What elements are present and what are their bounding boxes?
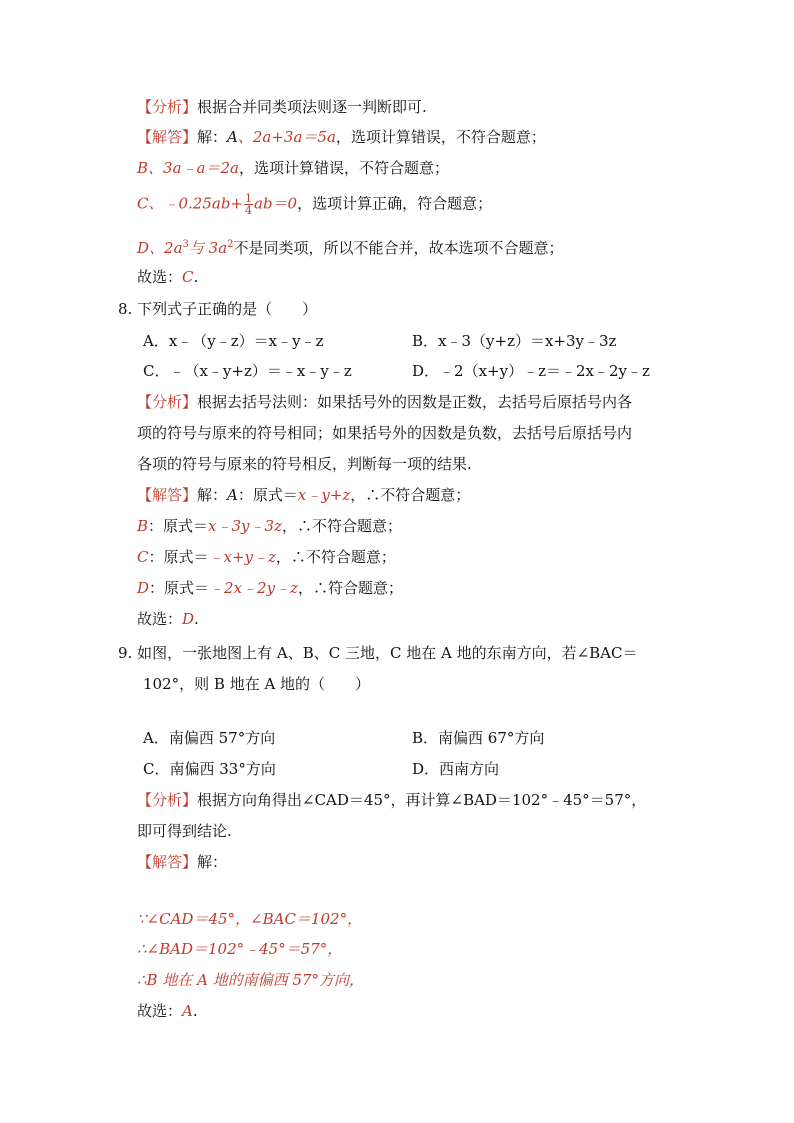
- choose-end: .: [193, 268, 199, 286]
- sol-post: ，∴不符合题意；: [281, 517, 402, 535]
- q8-analysis-3: 各项的符号与原来的符号相反，判断每一项的结果.: [137, 455, 472, 473]
- q8-choose: [137, 609, 199, 629]
- sol-pre: ：原式＝: [237, 486, 298, 504]
- q8-option-a: A．x﹣（y﹣z）＝x﹣y﹣z: [143, 332, 324, 350]
- analysis-label: 【分析】: [137, 98, 198, 116]
- exponent: 2: [227, 239, 234, 250]
- question-number: 9.: [118, 644, 133, 662]
- analysis-label: 【分析】: [137, 393, 198, 411]
- sol-post: ，∴不符合题意；: [350, 486, 471, 504]
- choose-label: 故选：: [137, 610, 183, 628]
- q8-option-d: D．﹣2（x+y）﹣z＝﹣2x﹣2y﹣z: [412, 362, 650, 380]
- answer-prefix: 解：: [197, 853, 228, 871]
- note: 不是同类项，所以不能合并，故本选项不合题意；: [233, 239, 564, 257]
- answer-prefix: 解：: [197, 128, 228, 146]
- q9-option-d: D．西南方向: [412, 760, 500, 778]
- q8-answer-d: [137, 578, 403, 598]
- q8-answer-c: [137, 547, 396, 567]
- choose-end: .: [192, 1002, 198, 1020]
- q8-answer-a: [137, 485, 470, 505]
- q9-option-a: A．南偏西 57°方向: [143, 729, 276, 747]
- q8-answer-b: [137, 516, 402, 536]
- option-letter: A: [227, 128, 238, 146]
- math-expr: x﹣3y﹣3z: [208, 517, 282, 535]
- fraction-numerator: 1: [245, 192, 252, 205]
- sol-pre: ：原式＝: [148, 517, 209, 535]
- q9-step-2: ∴∠BAD＝102°﹣45°＝57°，: [137, 940, 343, 958]
- q7-answer-b: [137, 158, 449, 178]
- question-stem: 如图，一张地图上有 A、B、C 三地，C 地在 A 地的东南方向，若∠BAC＝: [137, 644, 638, 662]
- analysis-text: 根据方向角得出∠CAD＝45°，再计算∠BAD＝102°﹣45°＝57°，: [197, 791, 647, 809]
- question-stem: 下列式子正确的是（ ）: [137, 300, 318, 318]
- sol-pre: ：原式＝: [148, 548, 209, 566]
- q7-answer-c: [137, 193, 492, 216]
- q9-option-c: C．南偏西 33°方向: [143, 760, 276, 778]
- choose-value: D: [182, 610, 195, 628]
- option-letter: B: [137, 517, 149, 535]
- note: ，选项计算错误，不符合题意；: [238, 159, 449, 177]
- answer-prefix: 解：: [197, 486, 228, 504]
- choose-value: A: [182, 1002, 193, 1020]
- fraction: [244, 193, 253, 216]
- note: ，选项计算正确，符合题意；: [297, 194, 493, 213]
- q8-option-c: C．﹣（x﹣y+z）＝﹣x﹣y﹣z: [143, 362, 352, 380]
- math-expr: B、3a﹣a＝2a: [137, 159, 239, 177]
- q9-stem-2: 102°，则 B 地在 A 地的（ ）: [143, 675, 371, 693]
- q9-step-3: ∴B 地在 A 地的南偏西 57°方向，: [137, 971, 365, 989]
- math-expr: ab＝0: [254, 194, 298, 213]
- q9-analysis-1: [137, 790, 646, 810]
- option-letter: A: [227, 486, 238, 504]
- q9-step-1: ∵∠CAD＝45°，∠BAC＝102°，: [137, 910, 363, 928]
- analysis-text: 根据去括号法则：如果括号外的因数是正数，去括号后原括号内各: [197, 393, 633, 411]
- option-letter: C: [137, 548, 149, 566]
- math-expr: x﹣y+z: [297, 486, 351, 504]
- math-expr: ﹣x+y﹣z: [208, 548, 276, 566]
- q9-analysis-2: 即可得到结论.: [137, 822, 232, 840]
- q8-analysis-2: 项的符号与原来的符号相同；如果括号外的因数是负数，去括号后原括号内: [137, 424, 633, 442]
- q7-answer-a: [137, 127, 546, 147]
- q7-choose: [137, 267, 198, 287]
- choose-label: 故选：: [137, 1002, 183, 1020]
- sol-pre: ：原式＝: [149, 579, 210, 597]
- question-number: 8.: [118, 300, 133, 318]
- sol-post: ，∴符合题意；: [297, 579, 403, 597]
- option-letter: D: [137, 579, 150, 597]
- analysis-text: 根据合并同类项法则逐一判断即可.: [197, 98, 427, 116]
- math-expr: 、2a+3a＝5a: [237, 128, 336, 146]
- choose-label: 故选：: [137, 268, 183, 286]
- exponent: 3: [182, 239, 189, 250]
- q8-stem: [118, 299, 317, 319]
- answer-label: 【解答】: [137, 128, 198, 146]
- q7-answer-d: [137, 235, 564, 258]
- choose-value: C: [182, 268, 194, 286]
- q9-answer: [137, 852, 227, 872]
- fraction-denominator: 4: [245, 204, 252, 217]
- answer-label: 【解答】: [137, 853, 198, 871]
- q9-stem-1: [118, 643, 637, 663]
- note: ，选项计算错误，不符合题意；: [335, 128, 546, 146]
- q8-analysis-1: [137, 392, 632, 412]
- math-expr: C、﹣0.25ab+: [137, 194, 243, 213]
- q9-choose: [137, 1001, 198, 1021]
- answer-label: 【解答】: [137, 486, 198, 504]
- q9-option-b: B．南偏西 67°方向: [412, 729, 545, 747]
- q7-analysis: [137, 97, 427, 117]
- math-expr: 与 3a: [188, 239, 228, 257]
- analysis-label: 【分析】: [137, 791, 198, 809]
- math-expr: D、2a: [137, 239, 183, 257]
- math-expr: ﹣2x﹣2y﹣z: [209, 579, 298, 597]
- q8-option-b: B．x﹣3（y+z）＝x+3y﹣3z: [412, 332, 617, 350]
- choose-end: .: [194, 610, 199, 628]
- sol-post: ，∴不符合题意；: [275, 548, 396, 566]
